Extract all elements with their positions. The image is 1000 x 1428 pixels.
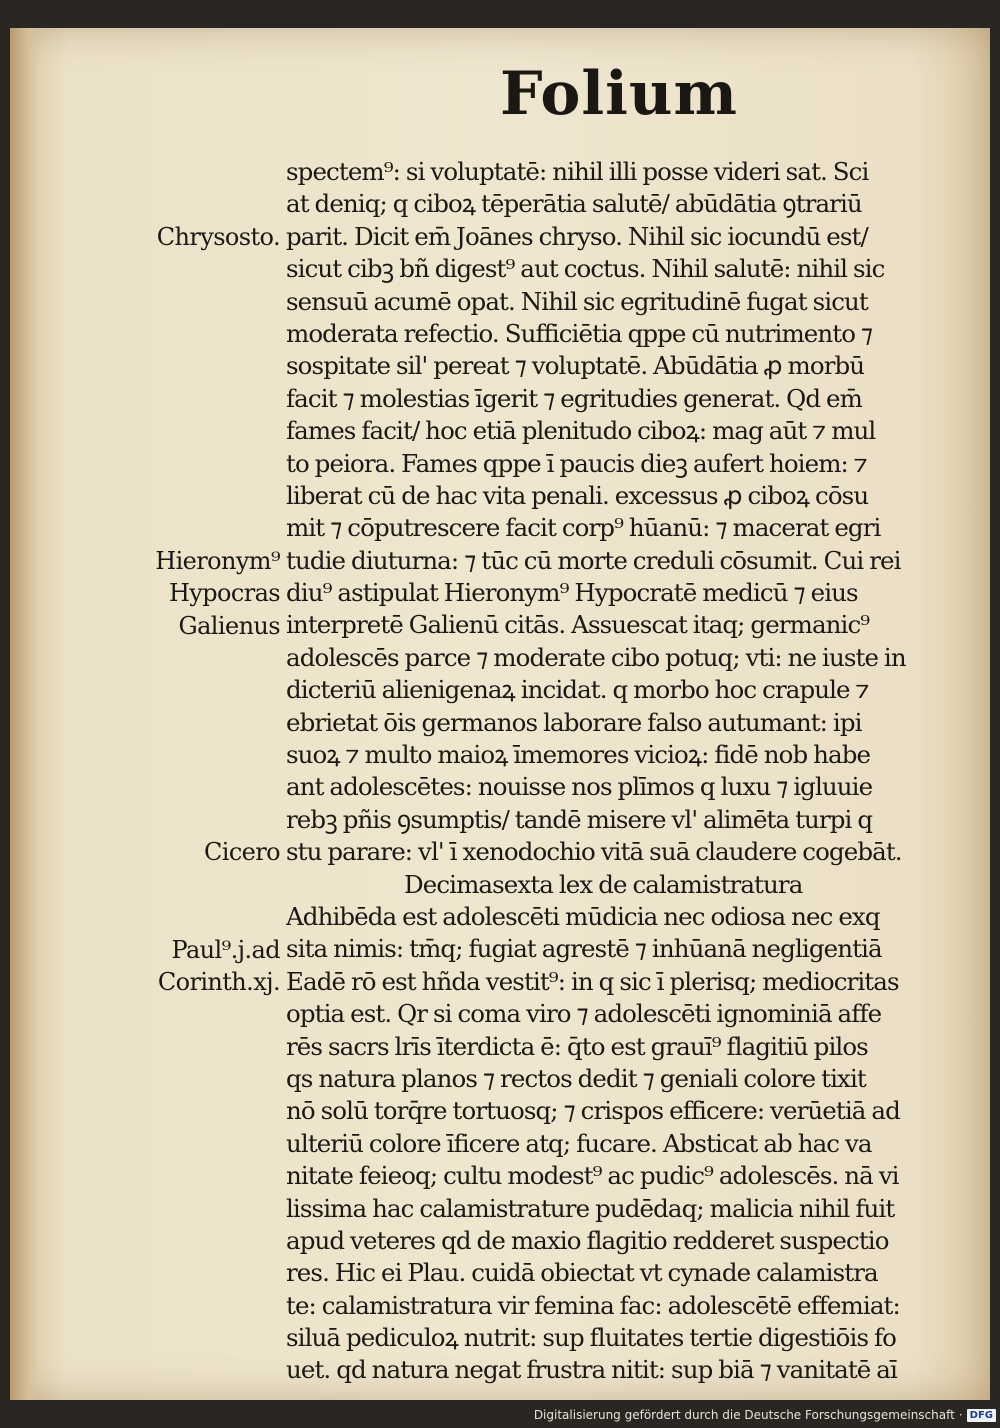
text-line: mit ⁊ cōputrescere facit corp⁹ hūanū: ⁊ macerat egri <box>286 513 881 543</box>
footer-credit <box>534 1408 996 1422</box>
dfg-logo: DFG <box>967 1409 996 1422</box>
text-line: rebꝫ pñis ꝯsumptis/ tandē misere vl' alimēta turpi q <box>286 804 873 834</box>
text-line: rēs sacrs lrīs īterdicta ē: q̄to est grauī⁹ flagitiū pilos <box>286 1031 868 1061</box>
text-line: liberat cū de hac vita penali. excessus ꝓ ciboꝝ cōsu <box>286 480 869 510</box>
text-line: Adhibēda est adolescēti mūdicia nec odiosa nec exq <box>286 901 880 931</box>
margin-note: Galienus <box>178 611 280 640</box>
section-heading: Decimasexta lex de calamistratura <box>404 869 803 899</box>
text-line: stu parare: vl' ī xenodochio vitā suā claudere cogebāt. <box>286 837 902 867</box>
text-line: facit ⁊ molestias īgerit ⁊ egritudies generat. Qd em̄ <box>286 383 862 413</box>
text-line: nitate feieoq; cultu modest⁹ ac pudic⁹ adolescēs. nā vi <box>286 1161 899 1191</box>
text-line: uet. qd natura negat frustra nitit: sup biā ⁊ vanitatē aī <box>286 1355 897 1385</box>
text-line: dicteriū alienigenaꝝ incidat. q morbo hoc crapule ⁊ <box>286 675 869 705</box>
text-line: Eadē rō est hñda vestit⁹: in q sic ī plerisq; mediocritas <box>286 966 899 996</box>
margin-notes <box>10 28 280 1400</box>
footer-text: Digitalisierung gefördert durch die Deutsche Forschungsgemeinschaft <box>533 1408 955 1422</box>
text-line: te: calamistratura vir femina fac: adolescētē effemiat: <box>286 1290 900 1320</box>
text-line: sensuū acumē opat. Nihil sic egritudinē fugat sicut <box>286 286 868 316</box>
text-line: fames facit/ hoc etiā plenitudo ciboꝝ: mag aūt ⁊ mul <box>286 416 876 446</box>
text-line: siluā pediculoꝝ nutrit: sup fluitates tertie digestiōis fo <box>286 1323 897 1353</box>
text-line: suoꝝ ⁊ multo maioꝝ īmemores vicioꝝ: fidē nob habe <box>286 740 871 770</box>
text-line: interpretē Galienū citās. Assuescat itaq; germanic⁹ <box>286 610 870 640</box>
text-line: qs natura planos ⁊ rectos dedit ⁊ geniali colore tixit <box>286 1063 866 1093</box>
margin-note: Paul⁹.j.ad <box>171 935 280 964</box>
text-line: at deniq; q ciboꝝ tēperātia salutē/ abūdātia ꝯtrariū <box>286 189 862 219</box>
margin-note: Hypocras <box>168 579 280 608</box>
text-line: adolescēs parce ⁊ moderate cibo potuq; vti: ne iuste in <box>286 642 906 672</box>
footer-separator: · <box>958 1408 963 1422</box>
text-line: sospitate sil' pereat ⁊ voluptatē. Abūdātia ꝓ morbū <box>286 351 865 381</box>
text-line: tudie diuturna: ⁊ tūc cū morte creduli cōsumit. Cui rei <box>286 545 901 575</box>
text-line: res. Hic ei Plau. cuidā obiectat vt cynade calamistra <box>286 1258 878 1288</box>
text-line: sicut cibꝫ bñ digest⁹ aut coctus. Nihil salutē: nihil sic <box>286 254 885 284</box>
body-text <box>286 156 950 1387</box>
text-line: parit. Dicit em̄ Joānes chryso. Nihil sic iocundū est/ <box>286 221 868 251</box>
folium-heading: Folium <box>500 59 739 129</box>
text-line: to peiora. Fames qppe ī paucis dieꝫ aufert hoiem: ⁊ <box>286 448 867 478</box>
text-line: apud veteres qd de maxio flagitio redderet suspectio <box>286 1225 889 1255</box>
text-line: sita nimis: tm̄q; fugiat agrestē ⁊ inhūanā negligentiā <box>286 934 882 964</box>
margin-note: Hieronym⁹ <box>155 546 280 575</box>
text-line: spectem⁹: si voluptatē: nihil illi posse videri sat. Sci <box>286 157 869 186</box>
text-line: lissima hac calamistrature pudēdaq; malicia nihil fuit <box>286 1193 895 1223</box>
text-line: ant adolescētes: nouisse nos plīmos q luxu ⁊ igluuie <box>286 772 873 802</box>
text-line: ulteriū colore īficere atq; fucare. Absticat ab hac va <box>286 1128 872 1158</box>
text-line: optia est. Qr si coma viro ⁊ adolescēti ignominiā affe <box>286 999 882 1029</box>
margin-note: Corinth.xj. <box>157 968 280 996</box>
text-line: nō solū torq̄re tortuosq; ⁊ crispos efficere: verūetiā ad <box>286 1096 900 1126</box>
text-line: moderata refectio. Sufficiētia qppe cū nutrimento ⁊ <box>286 318 873 348</box>
text-line: diu⁹ astipulat Hieronym⁹ Hypocratē medicū ⁊ eius <box>286 578 858 608</box>
margin-note: Cicero <box>203 838 280 867</box>
book-page <box>10 28 990 1400</box>
text-line: ebrietat ōis germanos laborare falso autumant: ipi <box>286 707 862 737</box>
margin-note: Chrysosto. <box>156 222 280 251</box>
